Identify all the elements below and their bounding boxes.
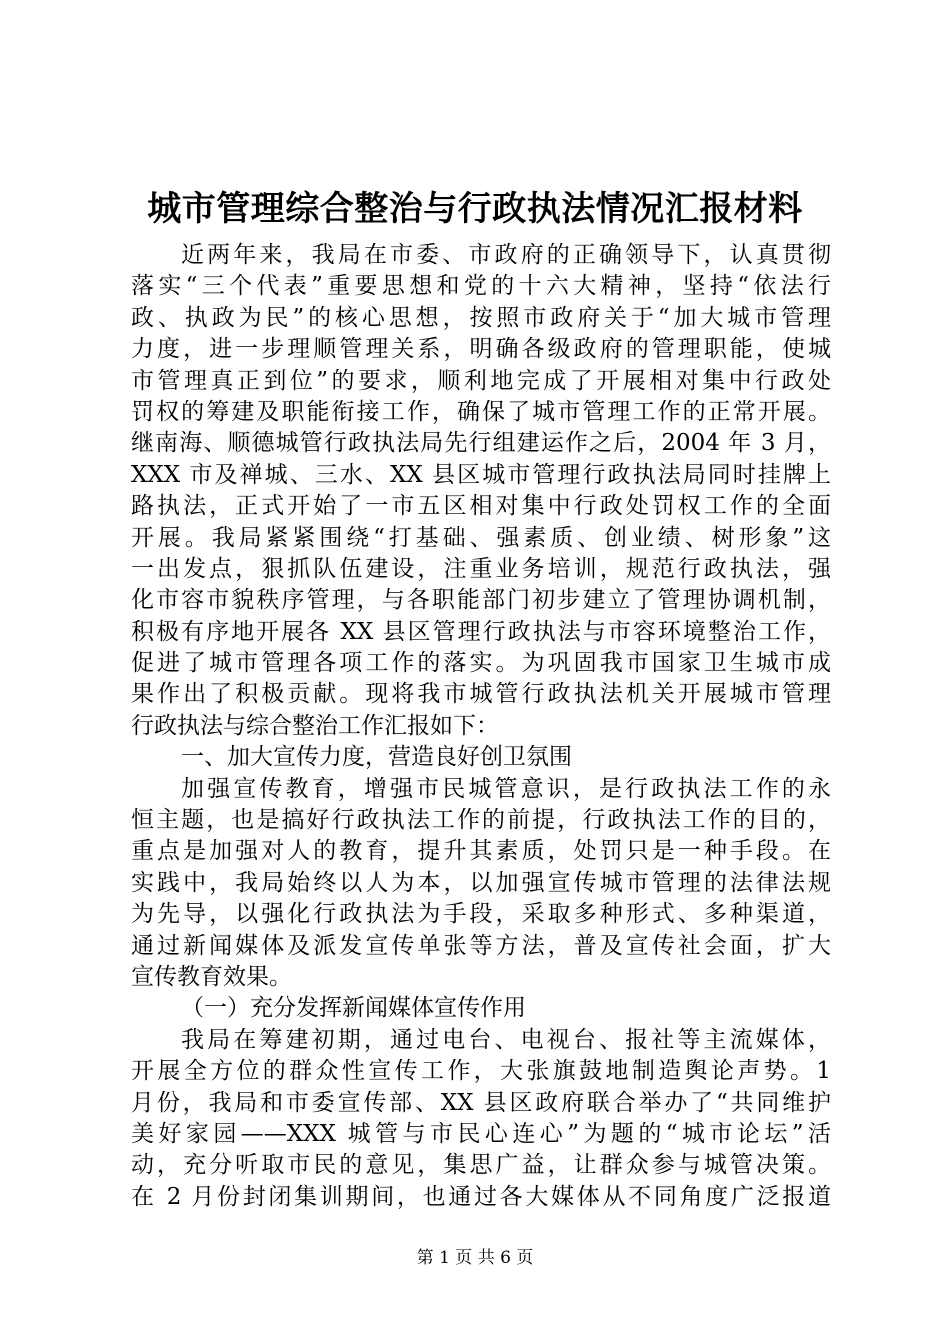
paragraph-line: 果作出了积极贡献。现将我市城管行政执法机关开展城市管理 bbox=[131, 681, 831, 708]
paragraph-line: 行政执法与综合整治工作汇报如下： bbox=[131, 712, 499, 739]
document-title: 城市管理综合整治与行政执法情况汇报材料 bbox=[147, 189, 803, 229]
section-heading: 一、加大宣传力度，营造良好创卫氛围 bbox=[181, 744, 572, 771]
paragraph-line: 重点是加强对人的教育，提升其素质，处罚只是一种手段。在 bbox=[131, 838, 831, 865]
paragraph-line: 政、执政为民”的核心思想，按照市政府关于“加大城市管理 bbox=[131, 304, 831, 331]
document-body bbox=[131, 240, 831, 1213]
paragraph-line: 恒主题，也是搞好行政执法工作的前提，行政执法工作的目的， bbox=[131, 807, 831, 834]
paragraph-line: 力度，进一步理顺管理关系，明确各级政府的管理职能，使城 bbox=[131, 336, 831, 363]
subsection-heading: （一）充分发挥新闻媒体宣传作用 bbox=[181, 995, 526, 1022]
paragraph-line: 实践中，我局始终以人为本，以加强宣传城市管理的法律法规 bbox=[131, 869, 831, 896]
paragraph-line: 开展全方位的群众性宣传工作，大张旗鼓地制造舆论声势。1 bbox=[131, 1058, 831, 1085]
paragraph-line: 为先导，以强化行政执法为手段，采取多种形式、多种渠道， bbox=[131, 901, 831, 928]
paragraph-line: 积极有序地开展各 XX 县区管理行政执法与市容环境整治工作， bbox=[131, 618, 831, 645]
page-number-footer: 第 1 页 共 6 页 bbox=[416, 1248, 534, 1268]
paragraph-line: 通过新闻媒体及派发宣传单张等方法，普及宣传社会面，扩大 bbox=[131, 932, 831, 959]
paragraph-line: 宣传教育效果。 bbox=[131, 963, 292, 990]
paragraph-line: 加强宣传教育，增强市民城管意识，是行政执法工作的永 bbox=[181, 775, 831, 802]
paragraph-line: XXX 市及禅城、三水、XX 县区城市管理行政执法局同时挂牌上 bbox=[131, 461, 831, 488]
paragraph-line: 促进了城市管理各项工作的落实。为巩固我市国家卫生城市成 bbox=[131, 650, 831, 677]
paragraph-line: 月份，我局和市委宣传部、XX 县区政府联合举办了“共同维护 bbox=[131, 1089, 831, 1116]
paragraph-line: 开展。我局紧紧围绕“打基础、强素质、创业绩、树形象”这 bbox=[131, 524, 831, 551]
paragraph-line: 在 2 月份封闭集训期间，也通过各大媒体从不同角度广泛报道 bbox=[131, 1183, 831, 1210]
paragraph-line: 化市容市貌秩序管理，与各职能部门初步建立了管理协调机制， bbox=[131, 587, 831, 614]
paragraph-line: 继南海、顺德城管行政执法局先行组建运作之后，2004 年 3 月， bbox=[131, 430, 831, 457]
paragraph-line: 罚权的筹建及职能衔接工作，确保了城市管理工作的正常开展。 bbox=[131, 398, 831, 425]
paragraph-line: 市管理真正到位”的要求，顺利地完成了开展相对集中行政处 bbox=[131, 367, 831, 394]
paragraph-line: 动，充分听取市民的意见，集思广益，让群众参与城管决策。 bbox=[131, 1152, 831, 1179]
paragraph-line: 路执法，正式开始了一市五区相对集中行政处罚权工作的全面 bbox=[131, 493, 831, 520]
paragraph-line: 我局在筹建初期，通过电台、电视台、报社等主流媒体， bbox=[181, 1026, 831, 1053]
paragraph-line: 一出发点，狠抓队伍建设，注重业务培训，规范行政执法，强 bbox=[131, 555, 831, 582]
paragraph-line: 落实“三个代表”重要思想和党的十六大精神，坚持“依法行 bbox=[131, 273, 831, 300]
paragraph-line: 近两年来，我局在市委、市政府的正确领导下，认真贯彻 bbox=[181, 242, 831, 268]
paragraph-line: 美好家园——XXX 城管与市民心连心”为题的“城市论坛”活 bbox=[131, 1120, 831, 1147]
